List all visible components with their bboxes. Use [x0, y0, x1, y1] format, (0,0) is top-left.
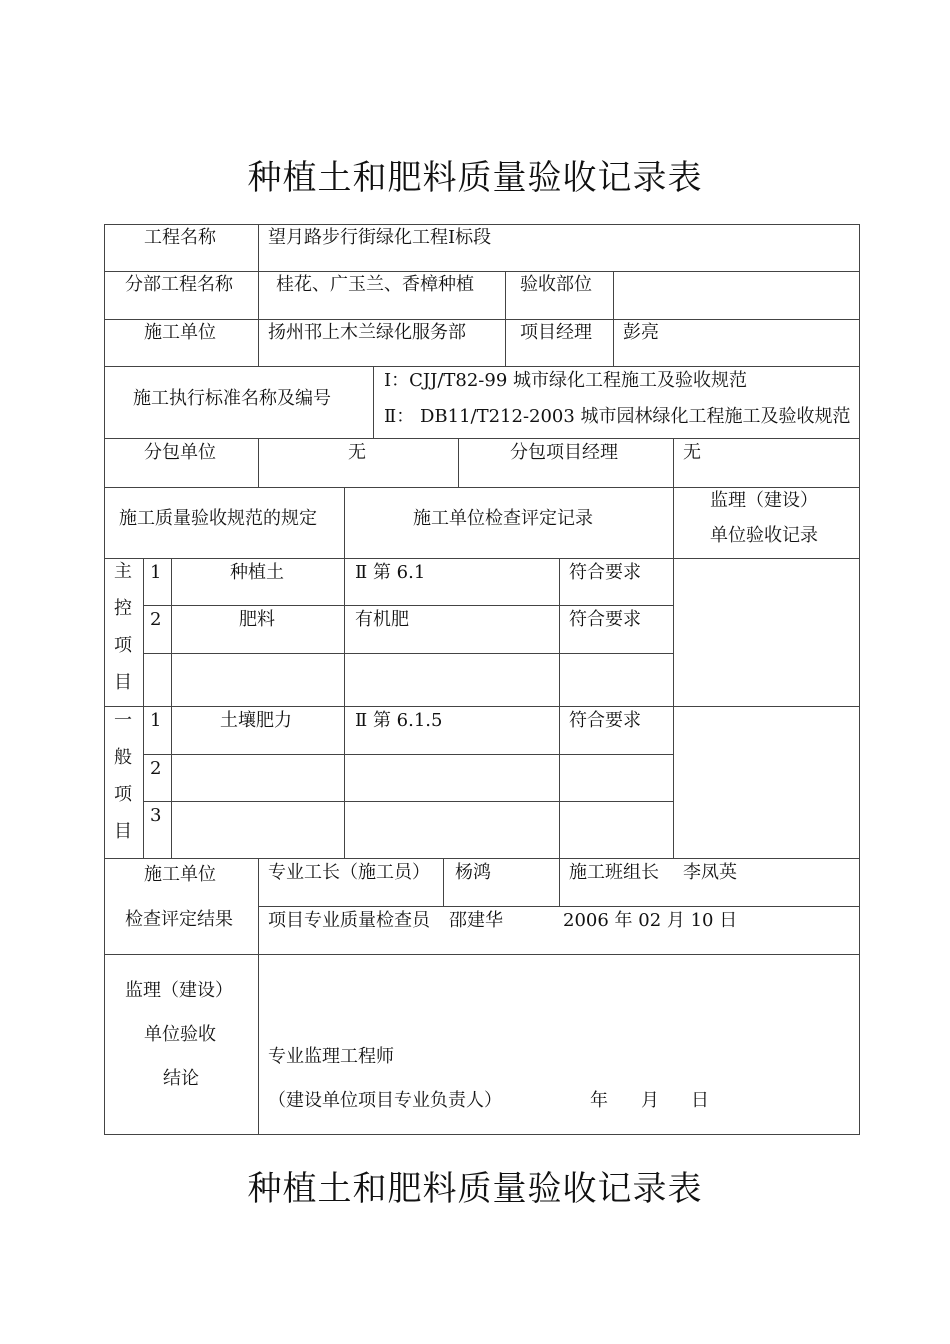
inspection-date: 2006 年 02 月 10 日	[563, 910, 738, 931]
general-row-1-basis: Ⅱ 第 6.1.5	[355, 710, 443, 731]
general-row-1-no: 1	[150, 710, 162, 731]
general-row-3-no: 3	[150, 805, 162, 826]
owner-representative-label: （建设单位项目专业负责人）	[268, 1090, 502, 1111]
supervising-engineer-label: 专业监理工程师	[268, 1046, 394, 1067]
main-row-1-basis: Ⅱ 第 6.1	[355, 562, 426, 583]
contractor-value: 扬州邗上木兰绿化服务部	[268, 322, 466, 343]
sub-project-value: 桂花、广玉兰、香樟种植	[276, 274, 474, 295]
standard-label: 施工执行标准名称及编号	[133, 388, 331, 409]
project-name-label: 工程名称	[144, 227, 216, 248]
main-row-1-item: 种植土	[230, 562, 284, 583]
standard-line-2: Ⅱ： DB11/T212-2003 城市园林绿化工程施工及验收规范	[384, 406, 851, 427]
record-header: 施工单位检查评定记录	[413, 508, 593, 529]
general-items-group-label: 一 般 项 目	[114, 710, 132, 842]
project-name-value: 望月路步行街绿化工程Ⅰ标段	[268, 227, 492, 248]
supervision-header-line-1: 监理（建设）	[710, 490, 818, 511]
main-items-group-label: 主 控 项 目	[114, 561, 132, 693]
general-row-1-result: 符合要求	[569, 710, 641, 731]
repeated-page-title: 种植土和肥料质量验收记录表	[247, 1169, 703, 1209]
project-manager-value: 彭亮	[623, 322, 659, 343]
sub-project-label: 分部工程名称	[125, 274, 233, 295]
subcontract-manager-label: 分包项目经理	[510, 442, 618, 463]
subcontract-label: 分包单位	[144, 442, 216, 463]
date-year-label: 年	[590, 1090, 608, 1111]
foreman-value: 杨鸿	[455, 862, 491, 883]
contractor-result-label-line-2: 检查评定结果	[125, 909, 233, 930]
page-title: 种植土和肥料质量验收记录表	[247, 158, 703, 198]
main-row-1-result: 符合要求	[569, 562, 641, 583]
main-row-2-no: 2	[150, 609, 162, 630]
supervision-label-line-1: 监理（建设）	[125, 980, 233, 1001]
team-leader-label: 施工班组长	[569, 862, 659, 883]
project-manager-label: 项目经理	[520, 322, 592, 343]
supervision-label-line-3: 结论	[163, 1068, 199, 1089]
supervision-header-line-2: 单位验收记录	[710, 525, 818, 546]
contractor-label: 施工单位	[144, 322, 216, 343]
general-row-2-no: 2	[150, 758, 162, 779]
quality-inspector-label: 项目专业质量检查员	[268, 910, 430, 931]
main-row-2-basis: 有机肥	[355, 609, 409, 630]
date-day-label: 日	[691, 1090, 709, 1111]
team-leader-value: 李凤英	[683, 862, 737, 883]
supervision-label-line-2: 单位验收	[144, 1024, 216, 1045]
main-row-1-no: 1	[150, 562, 162, 583]
subcontract-value: 无	[348, 442, 366, 463]
contractor-result-label-line-1: 施工单位	[144, 864, 216, 885]
acceptance-part-label: 验收部位	[520, 274, 592, 295]
general-row-1-item: 土壤肥力	[220, 710, 292, 731]
main-row-2-result: 符合要求	[569, 609, 641, 630]
standard-line-1: Ⅰ：CJJ/T82-99 城市绿化工程施工及验收规范	[384, 370, 747, 391]
spec-header: 施工质量验收规范的规定	[119, 508, 317, 529]
foreman-label: 专业工长（施工员）	[268, 862, 430, 883]
main-row-2-item: 肥料	[239, 609, 275, 630]
subcontract-manager-value: 无	[683, 442, 701, 463]
date-month-label: 月	[641, 1090, 659, 1111]
quality-inspector-value: 邵建华	[449, 910, 503, 931]
